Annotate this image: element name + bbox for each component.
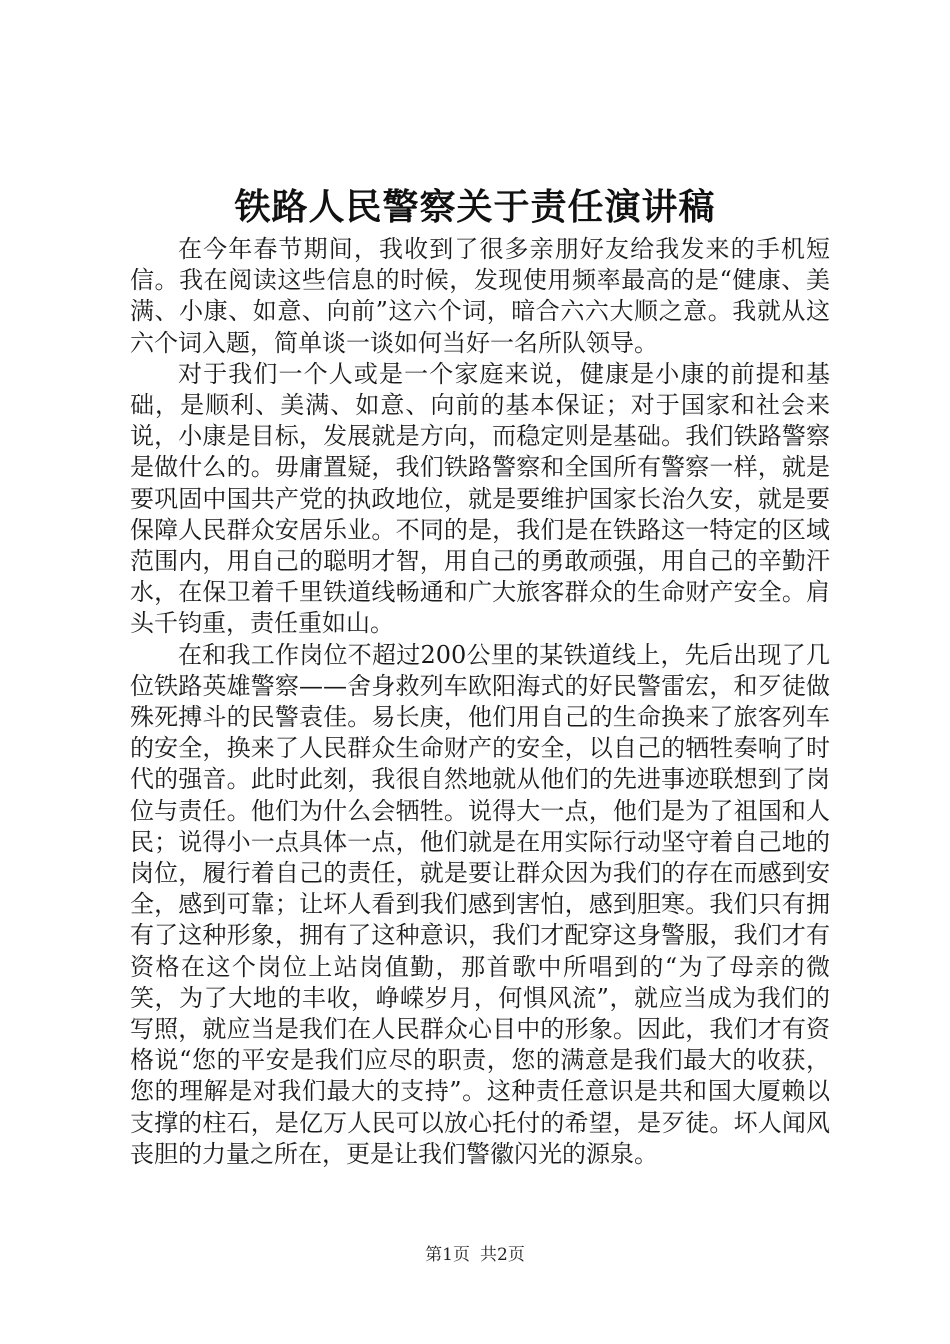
document-title: 铁路人民警察关于责任演讲稿 (234, 186, 716, 228)
paragraph-1: 在今年春节期间，我收到了很多亲朋好友给我发来的手机短信。我在阅读这些信息的时候，发现使用频率最高的是“健康、美满、小康、如意、向前”这六个词，暗合六六大顺之意。我就从这六个词入题，简单谈一谈如何当好一名所队领导。 (130, 235, 830, 357)
page-total: 共2页 (480, 1245, 525, 1265)
page-number: 第1页 (425, 1245, 470, 1265)
page-footer (0, 1243, 950, 1267)
document-body (130, 234, 830, 1170)
paragraph-3: 在和我工作岗位不超过200公里的某铁道线上，先后出现了几位铁路英雄警察——舍身救列车欧阳海式的好民警雷宏，和歹徒做殊死搏斗的民警袁佳。易长庚，他们用自己的生命换来了旅客列车的安全，换来了人民群众生命财产的安全，以自己的牺牲奏响了时代的强音。此时此刻，我很自然地就从他们的先进事迹联想到了岗位与责任。他们为什么会牺牲。说得大一点，他们是为了祖国和人民；说得小一点具体一点，他们就是在用实际行动坚守着自己地的岗位，履行着自己的责任，就是要让群众因为我们的存在而感到安全，感到可靠；让坏人看到我们感到害怕，感到胆寒。我们只有拥有了这种形象，拥有了这种意识，我们才配穿这身警服，我们才有资格在这个岗位上站岗值勤，那首歌中所唱到的“为了母亲的微笑，为了大地的丰收，峥嵘岁月，何惧风流”，就应当成为我们的写照，就应当是我们在人民群众心目中的形象。因此，我们才有资格说“您的平安是我们应尽的职责，您的满意是我们最大的收获，您的理解是对我们最大的支持”。这种责任意识是共和国大厦赖以支撑的柱石，是亿万人民可以放心托付的希望，是歹徒。坏人闻风丧胆的力量之所在，更是让我们警徽闪光的源泉。 (130, 640, 830, 1168)
paragraph-2: 对于我们一个人或是一个家庭来说，健康是小康的前提和基础，是顺利、美满、如意、向前的基本保证；对于国家和社会来说，小康是目标，发展就是方向，而稳定则是基础。我们铁路警察是做什么的。毋庸置疑，我们铁路警察和全国所有警察一样，就是要巩固中国共产党的执政地位，就是要维护国家长治久安，就是要保障人民群众安居乐业。不同的是，我们是在铁路这一特定的区域范围内，用自己的聪明才智，用自己的勇敢顽强，用自己的辛勤汗水，在保卫着千里铁道线畅通和广大旅客群众的生命财产安全。肩头千钧重，责任重如山。 (130, 359, 830, 638)
